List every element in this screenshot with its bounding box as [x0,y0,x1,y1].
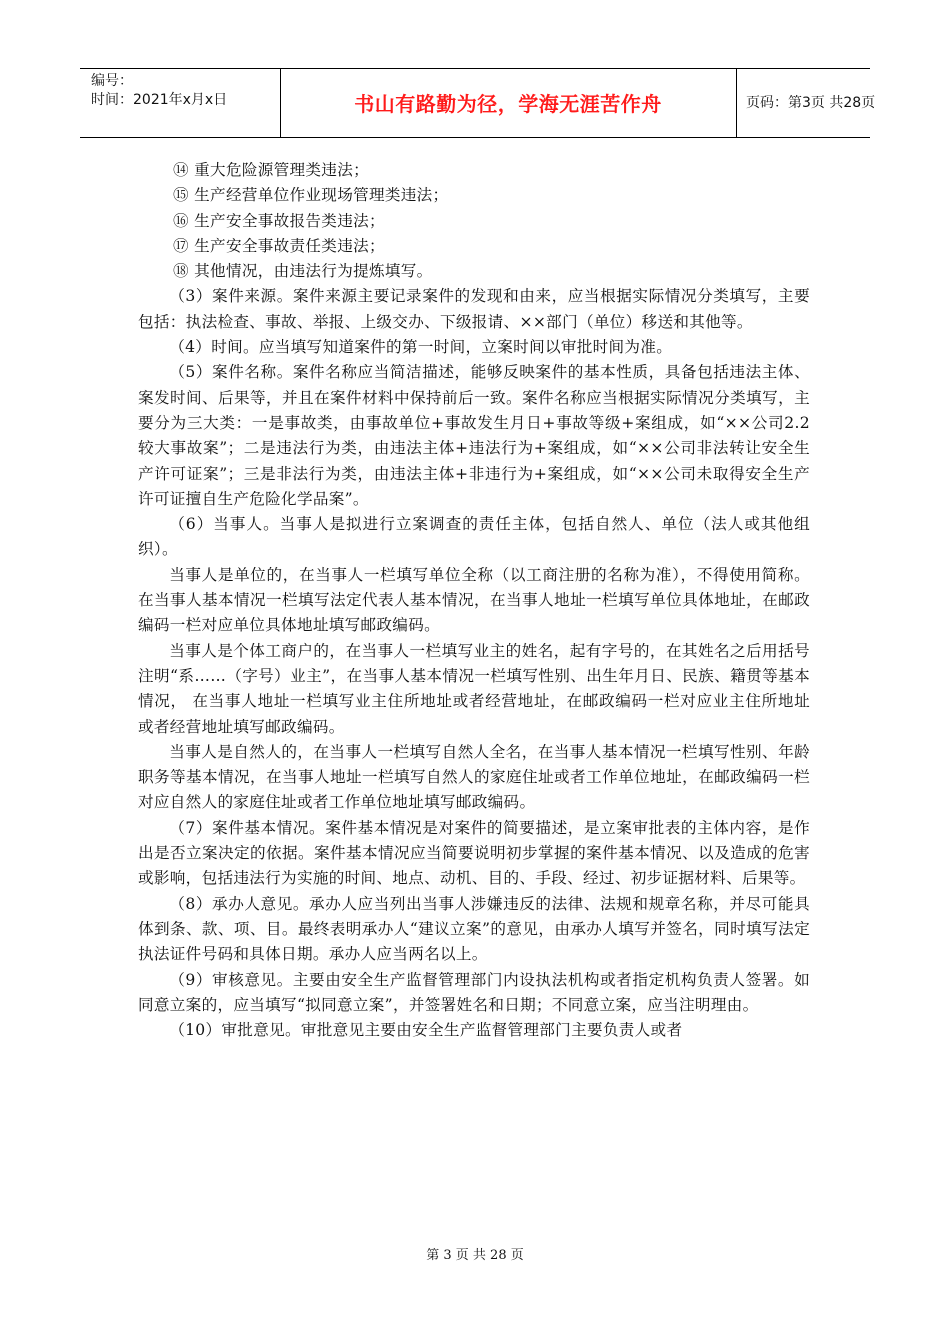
paragraph: 当事人是个体工商户的，在当事人一栏填写业主的姓名，起有字号的，在其姓名之后用括号注明“系……（字号）业主”，在当事人基本情况一栏填写性别、出生年月日、民族、籍贯等基本情况， 在当事人地址一栏填写业主住所地址或者经营地址，在邮政编码一栏对应业主住所地址或者经营地址填写邮政编码。 [138,641,810,736]
header-motto: 书山有路勤为径，学海无涯苦作舟 [354,92,662,116]
paragraph: （6）当事人。当事人是拟进行立案调查的责任主体，包括自然人、单位（法人或其他组织）。 [138,515,810,559]
paragraph: 当事人是单位的，在当事人一栏填写单位全称（以工商注册的名称为准），不得使用简称。在当事人基本情况一栏填写法定代表人基本情况，在当事人地址一栏填写单位具体地址，在邮政编码一栏对应单位具体地址填写邮政编码。 [138,565,810,635]
list-item: ⑯ 生产安全事故报告类违法； [173,211,385,230]
page-footer: 第 3 页 共 28 页 [426,1248,524,1263]
paragraph: （7）案件基本情况。案件基本情况是对案件的简要描述，是立案审批表的主体内容，是作出是否立案决定的依据。案件基本情况应当简要说明初步掌握的案件基本情况、以及造成的危害或影响，包括违法行为实施的时间、地点、动机、目的、手段、经过、初步证据材料、后果等。 [138,818,810,888]
paragraph: （8）承办人意见。承办人应当列出当事人涉嫌违反的法律、法规和规章名称，并尽可能具体到条、款、项、目。最终表明承办人“建议立案”的意见，由承办人填写并签名，同时填写法定执法证件号码和具体日期。承办人应当两名以上。 [138,894,810,964]
document-header [80,68,876,138]
paragraph: （5）案件名称。案件名称应当简洁描述，能够反映案件的基本性质，具备包括违法主体、案发时间、后果等，并且在案件材料中保持前后一致。案件名称应当根据实际情况分类填写，主要分为三大类：一是事故类，由事故单位+事故发生月日+事故等级+案组成，如“××公司2.2较大事故案”；二是违法行为类，由违法主体+违法行为+案组成，如“××公司非法转让安全生产许可证案”；三是非法行为类，由违法主体+非违行为+案组成，如“××公司未取得安全生产许可证擅自生产危险化学品案”。 [138,363,810,508]
document-body [138,158,810,1043]
paragraph: 当事人是自然人的，在当事人一栏填写自然人全名，在当事人基本情况一栏填写性别、年龄职务等基本情况，在当事人地址一栏填写自然人的家庭住址或者工作单位地址，在邮政编码一栏对应自然人的家庭住址或者工作单位地址填写邮政编码。 [138,742,810,812]
document-time-label: 时间：2021年x月x日 [91,92,228,108]
paragraph: （10）审批意见。审批意见主要由安全生产监督管理部门主要负责人或者 [169,1021,683,1040]
header-meta-cell [80,69,281,137]
list-item: ⑰ 生产安全事故责任类违法； [173,236,385,255]
document-number-label: 编号： [91,73,133,89]
header-page-number: 页码：第3页 共28页 [746,95,876,111]
header-motto-cell [280,69,737,137]
header-page-cell [736,69,876,137]
list-item: ⑱ 其他情况，由违法行为提炼填写。 [173,262,433,281]
paragraph: （9）审核意见。主要由安全生产监督管理部门内设执法机构或者指定机构负责人签署。如同意立案的，应当填写“拟同意立案”，并签署姓名和日期；不同意立案，应当注明理由。 [138,970,810,1014]
paragraph: （4）时间。应当填写知道案件的第一时间，立案时间以审批时间为准。 [169,338,673,357]
list-item: ⑮ 生产经营单位作业现场管理类违法； [173,186,449,205]
paragraph: （3）案件来源。案件来源主要记录案件的发现和由来，应当根据实际情况分类填写，主要包括：执法检查、事故、举报、上级交办、下级报请、××部门（单位）移送和其他等。 [138,287,810,331]
list-item: ⑭ 重大危险源管理类违法； [173,161,369,179]
